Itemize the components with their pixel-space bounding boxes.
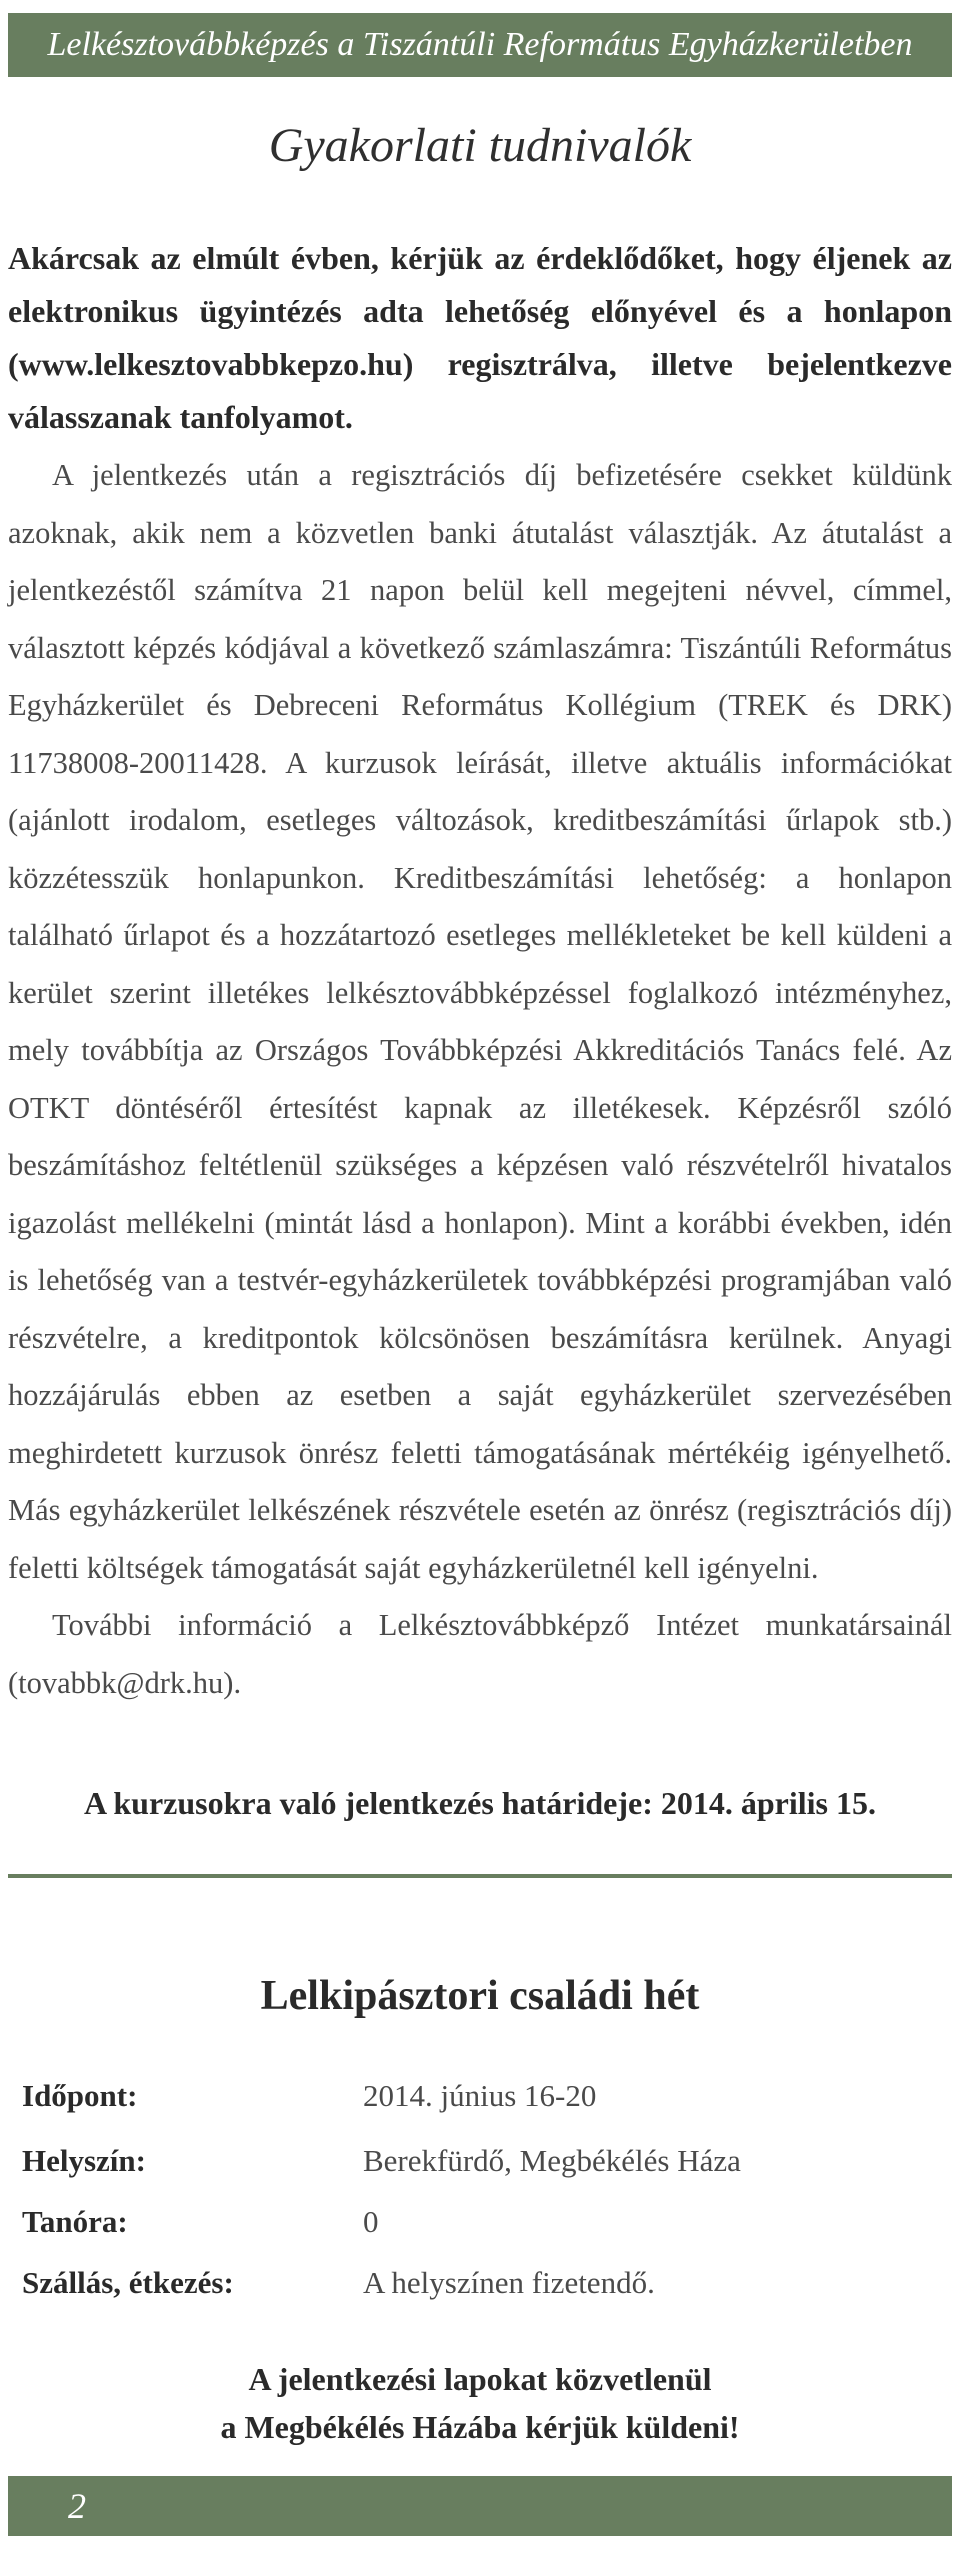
info-label: Helyszín:	[22, 2143, 146, 2178]
note-line-2: a Megbékélés Házába kérjük küldeni!	[220, 2409, 740, 2445]
page-number: 2	[68, 2486, 86, 2526]
registration-note	[0, 2355, 960, 2451]
event-title: Lelkipásztori családi hét	[260, 1973, 700, 2019]
body-paragraph-1: A jelentkezés után a regisztrációs díj befizetésére csekket küldünk azoknak, akik nem a közvetlen banki átutalást választják. Az átutalást a jelentkezéstől számítva 21 napon belül kell megejteni névvel, címmel, választott képzés kódjával a következő számlaszámra: Tiszántúli Református Egyházkerület és Debreceni Református Kollégium (TREK és DRK) 11738008-20011428. A kurzusok leírását, illetve aktuális információkat (ajánlott irodalom, esetleges változások, kreditbeszámítási űrlapok stb.) közzétesszük honlapunkon. Kreditbeszámítási lehetőség: a honlapon található űrlapot és a hozzátartozó esetleges mellékleteket be kell küldeni a kerület szerint illetékes lelkésztovábbképzéssel foglalkozó intézményhez, mely továbbítja az Országos Továbbképzési Akkreditációs Tanács felé. Az OTKT döntéséről értesítést kapnak az illetékesek. Képzésről szóló beszámításhoz feltétlenül szükséges a képzésen való részvételről hivatalos igazolást mellékelni (mintát lásd a honlapon). Mint a korábbi években, idén is lehetőség van a testvér-egyházkerületek továbbképzési programjában való részvételre, a kreditpontok kölcsönösen beszámításra kerülnek. Anyagi hozzájárulás ebben az esetben a saját egyházkerület szervezésében meghirdetett kurzusok önrész feletti támogatásának mértékéig igényelhető. Más egyházkerület lelkészének részvétele esetén az önrész (regisztrációs díj) feletti költségek támogatását saját egyházkerületnél kell igényelni.	[8, 458, 952, 1585]
body-text	[8, 447, 952, 1712]
info-label: Tanóra:	[22, 2204, 128, 2239]
note-line-1: A jelentkezési lapokat közvetlenül	[248, 2361, 712, 2397]
info-row-lessons	[22, 2204, 942, 2254]
body-paragraph-2: További információ a Lelkésztovábbképző Intézet munkatársainál (tovabbk@drk.hu).	[8, 1608, 952, 1700]
info-value: Berekfürdő, Megbékélés Háza	[363, 2143, 741, 2178]
info-row-date	[22, 2078, 942, 2128]
header-bar	[8, 13, 952, 77]
info-value: 2014. június 16-20	[363, 2078, 597, 2113]
section-divider	[8, 1874, 952, 1878]
info-row-accommodation	[22, 2265, 942, 2315]
info-value: A helyszínen fizetendő.	[363, 2265, 655, 2300]
info-row-location	[22, 2143, 942, 2193]
deadline-text: A kurzusokra való jelentkezés határideje: 2014. április 15.	[84, 1785, 876, 1821]
footer-bar	[8, 2476, 952, 2536]
info-value: 0	[363, 2204, 379, 2239]
info-label: Időpont:	[22, 2078, 138, 2113]
section-title: Gyakorlati tudnivalók	[268, 119, 692, 172]
info-label: Szállás, étkezés:	[22, 2265, 234, 2300]
intro-paragraph: Akárcsak az elmúlt évben, kérjük az érdeklődőket, hogy éljenek az elektronikus ügyintézés adta lehetőség előnyével és a honlapon (www.lelkesztovabbkepzo.hu) regisztrálva, illetve bejelentkezve válasszanak tanfolyamot.	[8, 240, 952, 435]
header-title: Lelkésztovábbképzés a Tiszántúli Református Egyházkerületben	[47, 26, 913, 63]
